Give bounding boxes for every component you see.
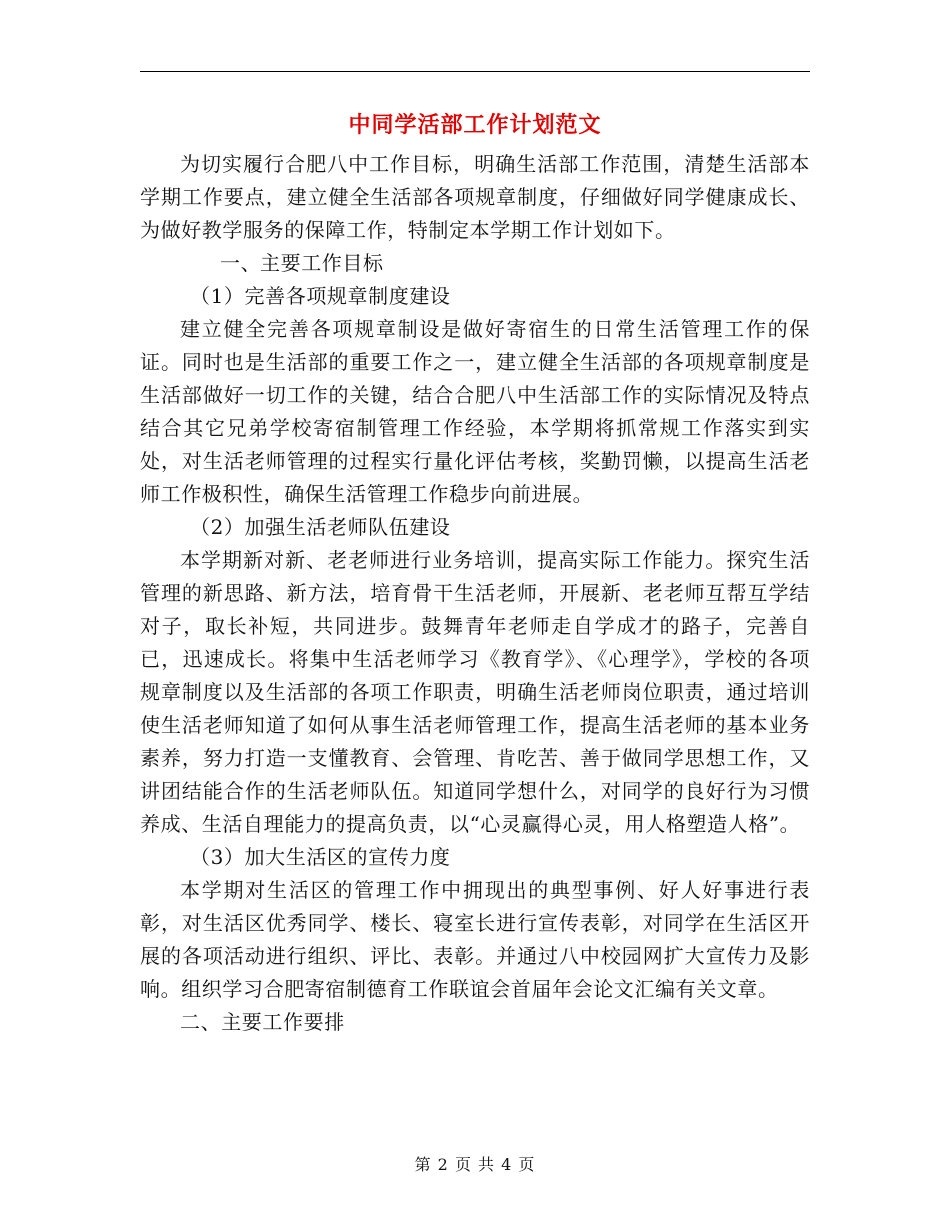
section-1-title: 主要工作目标 <box>260 251 384 275</box>
item-1-heading: （1）完善各项规章制度建设 <box>190 284 451 308</box>
page-number-footer: 第 2 页 共 4 页 <box>414 1155 536 1174</box>
section-1-heading <box>140 247 810 280</box>
intro-paragraph: 为切实履行合肥八中工作目标，明确生活部工作范围，清楚生活部本学期工作要点，建立健全生活部各项规章制度，仔细做好同学健康成长、为做好教学服务的保障工作，特制定本学期工作计划如下。 <box>140 152 810 242</box>
item-2-paragraph: 本学期新对新、老老师进行业务培训，提高实际工作能力。探究生活管理的新思路、新方法，培育骨干生活老师，开展新、老老师互帮互学结对子，取长补短，共同进步。鼓舞青年老师走自学成才的路子，完善自已，迅速成长。将集中生活老师学习《教育学》、《心理学》，学校的各项规章制度以及生活部的各项工作职责，明确生活老师岗位职责，通过培训使生活老师知道了如何从事生活老师管理工作，提高生活老师的基本业务素养，努力打造一支懂教育、会管理、肯吃苦、善于做同学思想工作，又讲团结能合作的生活老师队伍。知道同学想什么，对同学的良好行为习惯养成、生活自理能力的提高负责，以“心灵赢得心灵，用人格塑造人格”。 <box>140 548 810 836</box>
item-1-paragraph: 建立健全完善各项规章制设是做好寄宿生的日常生活管理工作的保证。同时也是生活部的重要工作之一，建立健全生活部的各项规章制度是生活部做好一切工作的关键，结合合肥八中生活部工作的实际情况及特点结合其它兄弟学校寄宿制管理工作经验，本学期将抓常规工作落实到实处，对生活老师管理的过程实行量化评估考核，奖勤罚懒，以提高生活老师工作极积性，确保生活管理工作稳步向前进展。 <box>140 317 810 506</box>
document-title: 中同学活部工作计划范文 <box>348 112 602 138</box>
item-3-heading: （3）加大生活区的宣传力度 <box>190 845 451 869</box>
section-2-heading: 二、主要工作要排 <box>180 1010 345 1034</box>
item-2-heading: （2）加强生活老师队伍建设 <box>190 515 451 539</box>
section-1-number: 一、 <box>220 251 262 275</box>
document-body <box>140 148 810 1039</box>
header-rule <box>140 71 810 72</box>
item-3-paragraph: 本学期对生活区的管理工作中拥现出的典型事例、好人好事进行表彰，对生活区优秀同学、楼长、寝室长进行宣传表彰，对同学在生活区开展的各项活动进行组织、评比、表彰。并通过八中校园网扩大宣传力及影响。组织学习合肥寄宿制德育工作联谊会首届年会论文汇编有关文章。 <box>140 878 810 1001</box>
